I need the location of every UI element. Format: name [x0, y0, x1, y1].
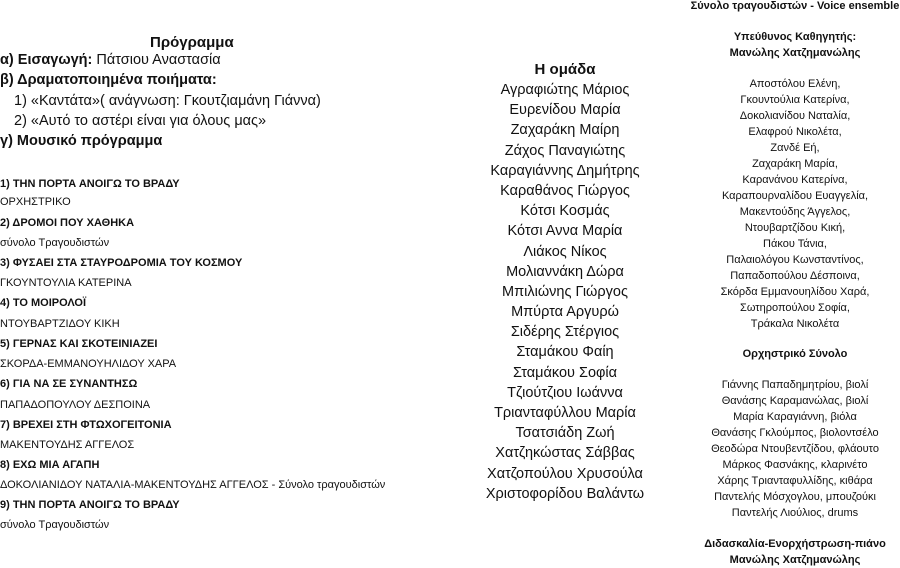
song-title: 4) ΤΟ ΜΟΙΡΟΛΟΪ: [0, 297, 86, 309]
group-member: Κότσι Αννα Μαρία: [507, 223, 623, 240]
group-member: Τσατσιάδη Ζωή: [515, 425, 615, 442]
orchestra-item: Θανάσης Καραμανώλας, βιολί: [721, 395, 869, 407]
teacher-label: Υπεύθυνος Καθηγητής:: [733, 31, 857, 43]
orchestra-item: Παντελής Λιούλιος, drums: [731, 507, 859, 519]
group-member: Μπύρτα Αργυρώ: [511, 304, 619, 321]
song-performer: σύνολο Τραγουδιστών: [0, 237, 110, 249]
song-title: 2) ΔΡΟΜΟΙ ΠΟΥ ΧΑΘΗΚΑ: [0, 217, 135, 229]
intro-line: [0, 52, 221, 68]
group-member: Μπιλιώνης Γιώργος: [502, 283, 628, 300]
singer-item: Ζανδέ Εή,: [770, 142, 820, 154]
singer-item: Μακεντούδης Άγγελος,: [739, 206, 851, 218]
intro-label: α) Εισαγωγή:: [0, 52, 93, 68]
song-performer: ΜΑΚΕΝΤΟΥΔΗΣ ΑΓΓΕΛΟΣ: [0, 439, 135, 451]
song-title: 8) ΕΧΩ ΜΙΑ ΑΓΑΠΗ: [0, 459, 100, 471]
group-member: Χατζηκώστας Σάββας: [495, 445, 635, 462]
song-title: 5) ΓΕΡΝΑΣ ΚΑΙ ΣΚΟΤΕΙΝΙΑΖΕΙ: [0, 338, 158, 350]
singer-item: Καρανάνου Κατερίνα,: [742, 174, 848, 186]
song-performer: ΣΚΟΡΔΑ-ΕΜΜΑΝΟΥΗΛΙΔΟΥ ΧΑΡΑ: [0, 358, 177, 370]
direction-title: Διδασκαλία-Ενορχήστρωση-πιάνο: [704, 538, 886, 550]
singer-item: Παπαδοπούλου Δέσποινα,: [730, 270, 860, 282]
singer-item: Ζαχαράκη Μαρία,: [752, 158, 838, 170]
song-performer: ΟΡΧΗΣΤΡΙΚΟ: [0, 196, 71, 208]
song-title: 6) ΓΙΑ ΝΑ ΣΕ ΣΥΝΑΝΤΗΣΩ: [0, 378, 138, 390]
program-title: Πρόγραμμα: [150, 34, 234, 51]
program-column: [0, 0, 440, 567]
singer-item: Σκόρδα Εμμανουηλίδου Χαρά,: [720, 286, 870, 298]
orchestra-item: Θεοδώρα Ντουβεντζίδου, φλάουτο: [711, 443, 879, 455]
group-member: Κότσι Κοσμάς: [520, 203, 610, 220]
intro-value: Πάτσιου Αναστασία: [92, 52, 221, 68]
singer-item: Γκουντούλια Κατερίνα,: [740, 94, 850, 106]
group-member: Καραθάνος Γιώργος: [500, 182, 630, 199]
song-title: 7) ΒΡΕΧΕΙ ΣΤΗ ΦΤΩΧΟΓΕΙΤΟΝΙΑ: [0, 419, 172, 431]
ensemble-title: Σύνολο τραγουδιστών - Voice ensemble: [690, 0, 900, 12]
group-member: Σιδέρης Στέργιος: [510, 324, 620, 341]
song-title: 1) ΤΗΝ ΠΟΡΤΑ ΑΝΟΙΓΩ ΤΟ ΒΡΑΔΥ: [0, 178, 180, 190]
music-label: γ) Μουσικό πρόγραμμα: [0, 133, 163, 149]
group-member: Τζιούτζιου Ιωάννα: [507, 384, 623, 401]
singer-item: Δοκολιανίδου Ναταλία,: [739, 110, 851, 122]
group-member: Σταμάκου Φαίη: [516, 344, 614, 361]
group-title: Η ομάδα: [534, 61, 596, 78]
song-performer: ΠΑΠΑΔΟΠΟΥΛΟΥ ΔΕΣΠΟΙΝΑ: [0, 399, 151, 411]
direction-block: [690, 536, 900, 568]
dramatized-label: β) Δραματοποιημένα ποιήματα:: [0, 72, 217, 88]
singer-item: Καραπουρναλίδου Ευαγγελία,: [721, 190, 869, 202]
group-member: Σταμάκου Σοφία: [512, 364, 618, 381]
singers-list: [690, 76, 900, 332]
group-column: [470, 60, 660, 504]
song-title: 3) ΦΥΣΑΕΙ ΣΤΑ ΣΤΑΥΡΟΔΡΟΜΙΑ ΤΟΥ ΚΟΣΜΟΥ: [0, 257, 243, 269]
orchestra-heading: Ορχηστρικό Σύνολο: [742, 348, 848, 360]
song-performer: ΔΟΚΟΛΙΑΝΙΔΟΥ ΝΑΤΑΛΙΑ-ΜΑΚΕΝΤΟΥΔΗΣ ΑΓΓΕΛΟΣ - Σύνολο τραγουδιστών: [0, 479, 386, 491]
orchestra-item: Γιάννης Παπαδημητρίου, βιολί: [721, 379, 869, 391]
singer-item: Παλαιολόγου Κωνσταντίνος,: [726, 254, 864, 266]
group-member: Μολιαννάκη Δώρα: [506, 263, 624, 280]
group-member: Τριανταφύλλου Μαρία: [494, 405, 636, 421]
direction-name: Μανώλης Χατζημανώλης: [729, 554, 861, 566]
song-performer: ΓΚΟΥΝΤΟΥΛΙΑ ΚΑΤΕΡΙΝΑ: [0, 277, 132, 289]
orchestra-list: [690, 377, 900, 521]
singer-item: Ελαφρού Νικολέτα,: [748, 126, 842, 138]
group-member: Αγραφιώτης Μάριος: [500, 82, 630, 98]
group-member: Ευρενίδου Μαρία: [509, 102, 621, 119]
singer-item: Τράκαλα Νικολέτα: [750, 318, 840, 330]
singer-item: Πάκου Τάνια,: [763, 238, 827, 250]
orchestra-item: Παντελής Μόσχογλου, μπουζούκι: [714, 491, 876, 503]
orchestra-item: Χάρης Τριανταφυλλίδης, κιθάρα: [717, 475, 873, 487]
group-member: Ζαχαράκη Μαίρη: [510, 122, 620, 139]
singer-item: Αποστόλου Ελένη,: [749, 78, 841, 90]
group-member: Ζάχος Παναγιώτης: [504, 142, 626, 159]
group-member: Λιάκος Νίκος: [523, 243, 607, 260]
song-performer: σύνολο Τραγουδιστών: [0, 519, 110, 531]
orchestra-title: [690, 346, 900, 362]
group-member: Καραγιάννης Δημήτρης: [490, 162, 640, 179]
orchestra-item: Μαρία Καραγιάννη, βιόλα: [733, 411, 857, 423]
orchestra-item: Μάρκος Φασνάκης, κλαρινέτο: [722, 459, 868, 471]
singer-item: Σωτηροπούλου Σοφία,: [740, 302, 850, 314]
song-title: 9) ΤΗΝ ΠΟΡΤΑ ΑΝΟΙΓΩ ΤΟ ΒΡΑΔΥ: [0, 499, 180, 511]
poem-item: 2) «Αυτό το αστέρι είναι για όλους μας»: [14, 113, 267, 129]
singer-item: Ντουβαρτζίδου Κική,: [744, 222, 846, 234]
poem-item: 1) «Καντάτα»( ανάγνωση: Γκουτζιαμάνη Γιάννα): [14, 93, 321, 109]
group-member: Χατζοπούλου Χρυσούλα: [487, 465, 643, 482]
orchestra-item: Θανάσης Γκλούμπος, βιολοντσέλο: [711, 427, 879, 439]
teacher-block: [690, 29, 900, 61]
song-performer: ΝΤΟΥΒΑΡΤΖΙΔΟΥ ΚΙΚΗ: [0, 318, 120, 330]
group-member: Χριστοφορίδου Βαλάντω: [485, 485, 645, 502]
teacher-name: Μανώλης Χατζημανώλης: [729, 47, 861, 59]
